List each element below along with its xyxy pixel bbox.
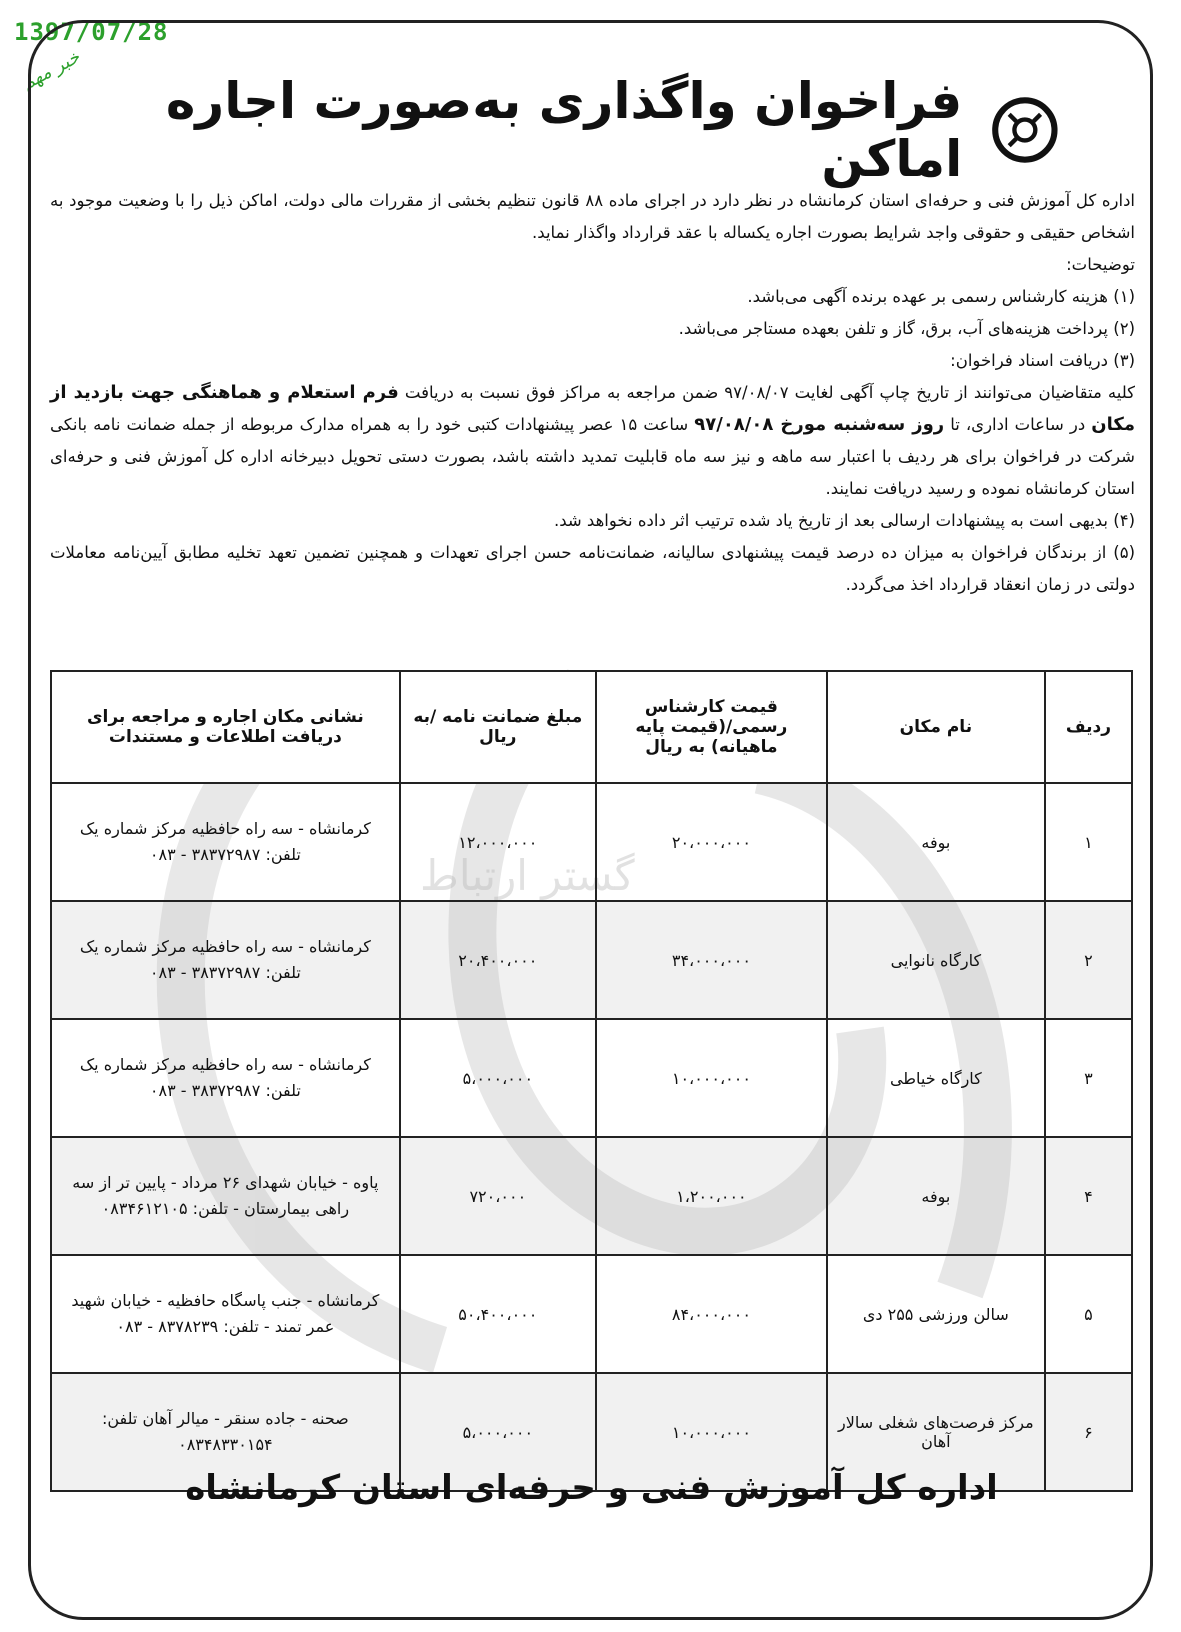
cell-row-number: ۳ (1045, 1019, 1132, 1137)
intro-paragraph: اداره کل آموزش فنی و حرفه‌ای استان کرمانشاه در نظر دارد در اجرای ماده ۸۸ قانون تنظیم بخشی از مقررات مالی دولت، اماکن ذیل را با وضعیت موجود به اشخاص حقیقی و حقوقی واجد شرایط بصورت اجاره یکساله با عقد قرارداد واگذار نماید. (50, 191, 1135, 242)
cell-place-name: بوفه (827, 783, 1045, 901)
table-row (51, 1019, 1132, 1137)
table-row (51, 783, 1132, 901)
issuer-footer: اداره کل آموزش فنی و حرفه‌ای استان کرمانشاه (185, 1468, 998, 1508)
cell-price: ۱۰،۰۰۰،۰۰۰ (596, 1019, 827, 1137)
header-price: قیمت کارشناس رسمی/(قیمت پایه ماهیانه) به ریال (596, 671, 827, 783)
table-row (51, 1137, 1132, 1255)
cell-guarantee: ۵،۰۰۰،۰۰۰ (400, 1019, 596, 1137)
document-title: فراخوان واگذاری به‌صورت اجاره اماکن (165, 72, 963, 188)
cell-row-number: ۲ (1045, 901, 1132, 1019)
note-3-part-1: کلیه متقاضیان می‌توانند از تاریخ چاپ آگهی لغایت ۹۷/۰۸/۰۷ ضمن مراجعه به مراکز فوق نسبت به دریافت (404, 383, 1136, 402)
note-3-bold-2: روز سه‌شنبه مورخ ۹۷/۰۸/۰۸ (694, 414, 945, 435)
cell-address: کرمانشاه - جنب پاسگاه حافظیه - خیابان شهید عمر تمند - تلفن: ۸۳۷۸۲۳۹ - ۰۸۳ (51, 1255, 400, 1373)
stamp-date: 1397/07/28 (14, 18, 169, 46)
cell-price: ۳۴،۰۰۰،۰۰۰ (596, 901, 827, 1019)
cell-row-number: ۱ (1045, 783, 1132, 901)
note-2: (۲) پرداخت هزینه‌های آب، برق، گاز و تلفن بعهده مستاجر می‌باشد. (678, 319, 1135, 338)
cell-address: کرمانشاه - سه راه حافظیه مرکز شماره یک تلفن: ۳۸۳۷۲۹۸۷ - ۰۸۳ (51, 901, 400, 1019)
cell-guarantee: ۷۲۰،۰۰۰ (400, 1137, 596, 1255)
cell-guarantee: ۵۰،۴۰۰،۰۰۰ (400, 1255, 596, 1373)
cell-place-name: بوفه (827, 1137, 1045, 1255)
header-guarantee: مبلغ ضمانت نامه /به ریال (400, 671, 596, 783)
cell-price: ۱۰،۰۰۰،۰۰۰ (596, 1373, 827, 1491)
cell-place-name: مرکز فرصت‌های شغلی سالار آهان (827, 1373, 1045, 1491)
cell-row-number: ۶ (1045, 1373, 1132, 1491)
watermark-text: گستر ارتباط (420, 851, 635, 900)
cell-guarantee: ۱۲،۰۰۰،۰۰۰ (400, 783, 596, 901)
header-row-number: ردیف (1045, 671, 1132, 783)
cell-row-number: ۵ (1045, 1255, 1132, 1373)
cell-guarantee: ۲۰،۴۰۰،۰۰۰ (400, 901, 596, 1019)
cell-price: ۱،۲۰۰،۰۰۰ (596, 1137, 827, 1255)
cell-row-number: ۴ (1045, 1137, 1132, 1255)
table-header-row (51, 671, 1132, 783)
cell-place-name: کارگاه نانوایی (827, 901, 1045, 1019)
cell-place-name: کارگاه خیاطی (827, 1019, 1045, 1137)
note-5: (۵) از برندگان فراخوان به میزان ده درصد قیمت پیشنهادی سالیانه، ضمانت‌نامه حسن اجرای تعهدات و همچنین تضمین تعهد تخلیه مطابق آیین‌نامه معاملات دولتی در زمان انعقاد قرارداد اخذ می‌گردد. (50, 543, 1135, 594)
note-3-body (50, 377, 1135, 505)
document-header (130, 72, 1060, 188)
cell-guarantee: ۵،۰۰۰،۰۰۰ (400, 1373, 596, 1491)
note-3-part-2: در ساعات اداری، تا (950, 415, 1086, 434)
organization-logo-icon (990, 90, 1060, 170)
cell-price: ۲۰،۰۰۰،۰۰۰ (596, 783, 827, 901)
cell-address: کرمانشاه - سه راه حافظیه مرکز شماره یک تلفن: ۳۸۳۷۲۹۸۷ - ۰۸۳ (51, 1019, 400, 1137)
stamp-handwriting: خبر مهم (18, 46, 84, 95)
cell-address: پاوه - خیابان شهدای ۲۶ مرداد - پایین تر از سه راهی بیمارستان - تلفن: ۰۸۳۴۶۱۲۱۰۵ (51, 1137, 400, 1255)
notes-heading: توضیحات: (1066, 255, 1135, 274)
table-row (51, 901, 1132, 1019)
header-address: نشانی مکان اجاره و مراجعه برای دریافت اطلاعات و مستندات (51, 671, 400, 783)
note-4: (۴) بدیهی است به پیشنهادات ارسالی بعد از تاریخ یاد شده ترتیب اثر داده نخواهد شد. (553, 511, 1135, 530)
note-1: (۱) هزینه کارشناس رسمی بر عهده برنده آگهی می‌باشد. (747, 287, 1135, 306)
cell-price: ۸۴،۰۰۰،۰۰۰ (596, 1255, 827, 1373)
note-3-heading: (۳) دریافت اسناد فراخوان: (950, 351, 1135, 370)
announcement-body (50, 185, 1135, 601)
places-table (50, 670, 1133, 1492)
cell-address: کرمانشاه - سه راه حافظیه مرکز شماره یک تلفن: ۳۸۳۷۲۹۸۷ - ۰۸۳ (51, 783, 400, 901)
note-3-bold-1: فرم استعلام و هماهنگی جهت بازدید از مکان (50, 382, 1135, 435)
table-row (51, 1255, 1132, 1373)
header-place-name: نام مکان (827, 671, 1045, 783)
cell-address: صحنه - جاده سنقر - میالر آهان تلفن: ۰۸۳۴۸۳۳۰۱۵۴ (51, 1373, 400, 1491)
cell-place-name: سالن ورزشی ۲۵۵ دی (827, 1255, 1045, 1373)
note-3-part-3: ساعت ۱۵ عصر پیشنهادات کتبی خود را به همراه مدارک مربوطه از جمله ضمانت نامه بانکی شرکت در فراخوان برای هر ردیف با اعتبار سه ماهه و نیز سه ماه قابلیت تمدید داشته باشد، بصورت دستی تحویل دبیرخانه اداره کل آموزش فنی و حرفه‌ای استان کرمانشاه نموده و رسید دریافت نمایند. (50, 415, 1135, 498)
